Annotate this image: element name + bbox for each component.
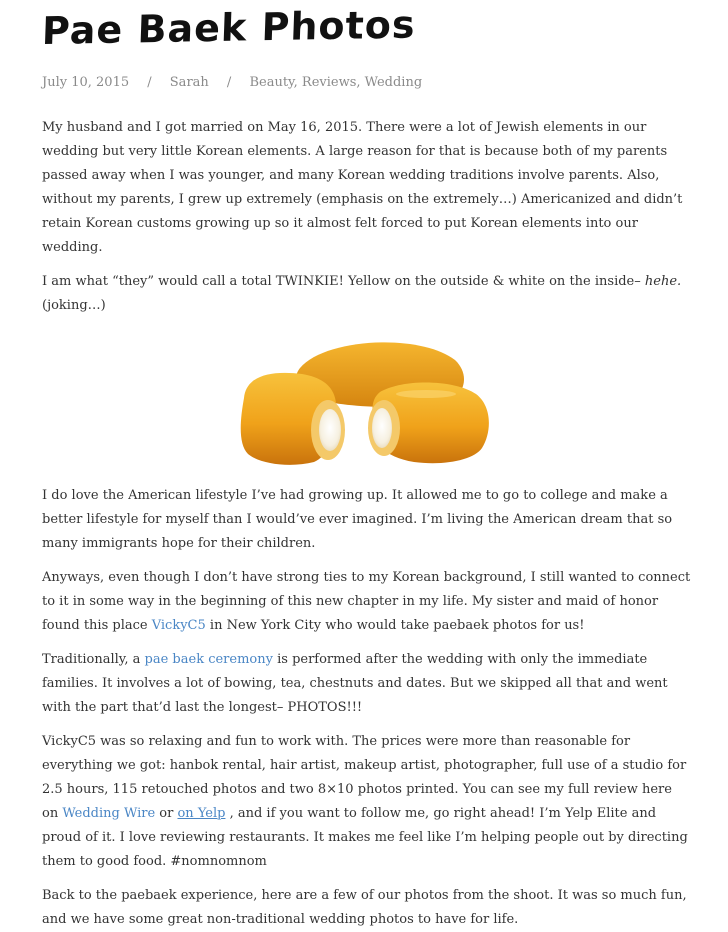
paragraph-6 [42,730,692,874]
paragraph-2-text-end: (joking…) [42,298,106,313]
paragraph-3: I do love the American lifestyle I’ve had growing up. It allowed me to go to college and make a better lifestyle for myself than I would’ve ever imagined. I’m living the American dream that so many immigrants hope for their children. [42,488,673,551]
paragraph-1: My husband and I got married on May 16, 2015. There were a lot of Jewish elements in our wedding but very little Korean elements. A large reason for that is because both of my parents passed away when I was younger, and many Korean wedding traditions involve parents. Also, without my parents, I grew up extremely (emphasis on the extremely…) Americanized and didn’t retain Korean customs growing up so it almost felt forced to put Korean elements into our wedding. [42,120,683,255]
twinkie-illustration [230,328,500,470]
post-author[interactable]: Sarah [169,75,209,90]
paragraph-2 [42,270,692,318]
meta-separator: / [147,75,152,90]
paragraph-7: Back to the paebaek experience, here are a few of our photos from the shoot. It was so much fun, and we have some great non-traditional wedding photos to have for life. [42,888,687,927]
paragraph-6-text: VickyC5 was so relaxing and fun to work with. The prices were more than reasonable for everything we got: hanbok rental, hair artist, makeup artist, photographer, full use of a studio for 2.5 hours, 115 retouched photos and two 8×10 photos printed. You can see my full review here on [42,734,687,821]
paragraph-6-text-middle: or [155,806,178,821]
twinkie-highlight [396,390,456,398]
post-content [42,116,692,932]
wedding-wire-link[interactable]: Wedding Wire [62,806,156,821]
meta-separator: / [226,75,232,90]
yelp-link[interactable]: on Yelp [177,806,226,821]
vickyc5-link[interactable]: VickyC5 [151,618,206,633]
post-date[interactable]: July 10, 2015 [42,75,130,90]
paragraph-5 [42,648,692,720]
post-meta [42,72,692,94]
paragraph-4 [42,566,692,638]
post [0,2,692,932]
paragraph-2-text: I am what “they” would call a total TWINKIE! Yellow on the outside & white on the inside– [42,274,645,289]
paragraph-2-emphasis: hehe. [644,274,682,289]
twinkie-image [230,328,500,470]
paragraph-4-text: Anyways, even though I don’t have strong ties to my Korean background, I still wanted to connect to it in some way in the beginning of this new chapter in my life. My sister and maid of honor found this place [42,570,691,633]
post-categories[interactable]: Beauty, Reviews, Wedding [249,75,423,90]
paragraph-5-text: Traditionally, a [42,652,145,667]
pae-baek-ceremony-link[interactable]: pae baek ceremony [144,652,273,667]
paragraph-6-text-end: , and if you want to follow me, go right ahead! I’m Yelp Elite and proud of it. I love reviewing restaurants. It makes me feel like I’m helping people out by directing them to good food. #nomnomnom [42,806,688,869]
paragraph-5-text-end: is performed after the wedding with only the immediate families. It involves a lot of bowing, tea, chestnuts and dates. But we skipped all that and went with the part that’d last the longest– PHOTOS!!! [42,652,668,715]
paragraph-4-text-end: in New York City who would take paebaek photos for us! [205,618,585,633]
twinkie-left-cream [319,409,341,451]
post-title: Pae Baek Photos [41,2,417,53]
twinkie-right-cream [372,408,392,448]
